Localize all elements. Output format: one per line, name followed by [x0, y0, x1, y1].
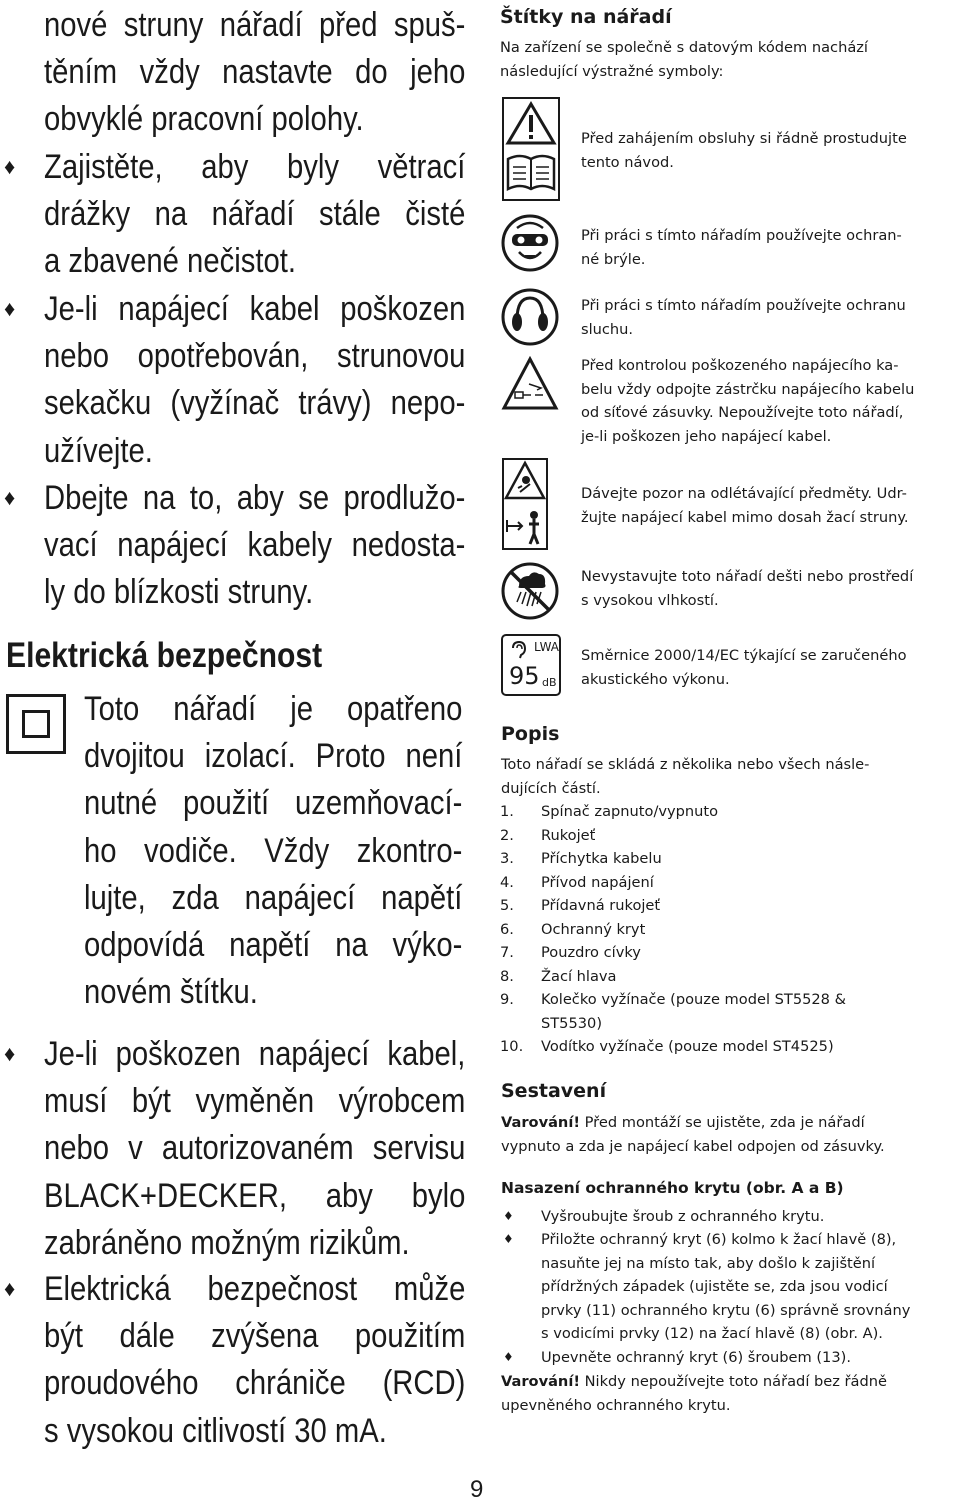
bullet-item	[44, 286, 534, 475]
text-line: Dbejte na to, aby se prodlužo-	[44, 479, 466, 517]
item-text: Spínač zapnuto/vypnuto	[541, 803, 719, 820]
text-line: akustického výkonu.	[581, 670, 730, 688]
insulation-paragraph	[84, 686, 524, 1016]
text-line: žujte napájecí kabel mimo dosah žací struny.	[581, 508, 909, 526]
text-line: s vysokou vlhkostí.	[581, 591, 719, 609]
text-line: ly do blízkosti struny.	[44, 573, 314, 612]
bullet-icon: ♦	[4, 1276, 16, 1301]
text-line: drážky na nářadí stále čisté	[44, 195, 466, 234]
text-line: Upevněte ochranný kryt (6) šroubem (13).	[541, 1349, 851, 1366]
bullet-icon: ♦	[503, 1232, 514, 1246]
guard-bullet	[501, 1205, 824, 1229]
item-text: ST5530)	[541, 1014, 603, 1032]
bullet-icon: ♦	[503, 1350, 514, 1364]
bullet-icon: ♦	[503, 1209, 514, 1223]
text-line: obvyklé pracovní polohy.	[44, 100, 364, 139]
item-text: Přídavná rukojeť	[541, 897, 661, 914]
item-number: 9.	[500, 991, 514, 1008]
text-line: musí být vyměněn výrobcem	[44, 1082, 466, 1121]
rain-text	[581, 565, 913, 612]
no-rain-icon	[501, 562, 559, 620]
sestaveni-heading: Sestavení	[501, 1080, 607, 1102]
text-line: Zajistěte, aby byly větrací	[44, 148, 466, 186]
text-line: dvojitou izolací. Proto není	[84, 737, 463, 776]
text-line: Je-li napájecí kabel poškozen	[44, 290, 466, 328]
text-line: nebo v autorizovaném servisu	[44, 1129, 466, 1168]
bullet-item	[44, 475, 534, 617]
item-number: 7.	[500, 944, 514, 961]
text-line: né brýle.	[581, 250, 646, 268]
bullet-item	[44, 144, 534, 286]
text-line: novém štítku.	[84, 973, 258, 1012]
bullet-item	[44, 1266, 534, 1455]
text-line: vací napájecí kabely nedosta-	[44, 526, 466, 565]
goggles-text	[581, 224, 902, 271]
guard-bullet	[501, 1228, 910, 1346]
item-text: Žací hlava	[541, 967, 617, 985]
text-line: a zbavené nečistot.	[44, 242, 296, 281]
text-line: Směrnice 2000/14/EC týkající se zaručeného	[581, 647, 907, 664]
warning-1	[501, 1111, 885, 1158]
intro-paragraph	[44, 2, 534, 144]
text-line: ho vodiče. Vždy zkontro-	[84, 831, 463, 870]
item-text: Pouzdro cívky	[541, 944, 641, 961]
noise-level-icon	[501, 634, 561, 696]
noise-label: LWA	[534, 640, 560, 654]
bullet-icon: ♦	[4, 154, 16, 179]
text-line: Přiložte ochranný kryt (6) kolmo k žací hlavě (8),	[541, 1231, 897, 1248]
guard-heading: Nasazení ochranného krytu (obr. A a B)	[501, 1179, 844, 1197]
text-line: sekačku (vyžínač trávy) nepo-	[44, 384, 466, 423]
text-line: Při práci s tímto nářadím používejte ochran-	[581, 227, 902, 244]
text-line: dujících částí.	[501, 779, 601, 797]
unplug-warning-icon	[501, 356, 559, 412]
item-text: Kolečko vyžínače (pouze model ST5528 &	[541, 991, 846, 1008]
unplug-text	[581, 354, 914, 448]
text-line: přídržných západek (ujistěte se, zda jsou vodicí	[541, 1278, 888, 1295]
text-line: vypnuto a zda je napájecí kabel odpojen od zásuvky.	[501, 1137, 885, 1155]
text-line: Vyšroubujte šroub z ochranného krytu.	[541, 1208, 825, 1225]
manual-text	[581, 127, 907, 174]
text-line: následující výstražné symboly:	[500, 62, 724, 80]
item-text: Příchytka kabelu	[541, 850, 662, 867]
item-text: Přívod napájení	[541, 873, 654, 891]
text-line: upevněného ochranného krytu.	[501, 1396, 731, 1414]
debris-text	[581, 482, 909, 529]
text-line: Toto nářadí je opatřeno	[84, 690, 463, 728]
bullet-icon: ♦	[4, 296, 16, 321]
text-line: od síťové zásuvky. Nepoužívejte toto nářadí,	[581, 404, 904, 421]
item-text: Ochranný kryt	[541, 920, 646, 938]
item-number: 4.	[500, 873, 514, 891]
item-text: Vodítko vyžínače (pouze model ST4525)	[541, 1038, 834, 1055]
text-line: Elektrická bezpečnost může	[44, 1270, 466, 1308]
text-line: Toto nářadí se skládá z několika nebo všech násle-	[501, 756, 870, 773]
item-number: 10.	[500, 1038, 524, 1055]
warning-text: Nikdy nepoužívejte toto nářadí bez řádně	[579, 1373, 887, 1390]
warning-label: Varování!	[501, 1373, 580, 1390]
text-line: Dávejte pozor na odlétávající předměty. Udr-	[581, 485, 907, 502]
text-line: s vysokou citlivostí 30 mA.	[44, 1411, 387, 1450]
text-line: prvky (11) ochranného krytu (6) správně srovnány	[541, 1301, 911, 1319]
ear-protection-icon	[501, 288, 559, 346]
text-line: těním vždy nastavte do jeho	[44, 53, 466, 92]
bullet-item	[44, 1031, 534, 1267]
noise-text	[581, 644, 907, 691]
noise-unit: dB	[542, 676, 557, 689]
labels-intro	[500, 36, 868, 83]
read-manual-icon	[502, 97, 560, 201]
text-line: tento návod.	[581, 153, 674, 171]
text-line: odpovídá napětí na výko-	[84, 926, 463, 965]
warning-2	[501, 1370, 887, 1417]
text-line: zabráněno možným rizikům.	[44, 1223, 410, 1262]
item-number: 5.	[500, 897, 514, 914]
double-insulation-icon	[6, 694, 66, 754]
popis-intro	[501, 753, 869, 800]
ear-text	[581, 294, 906, 341]
text-line: nové struny nářadí před spuš-	[44, 6, 466, 44]
text-line: s vodicími prvky (12) na žací hlavě (8) (obr. A).	[541, 1325, 883, 1342]
bullet-icon: ♦	[4, 1041, 16, 1066]
text-line: nutné použití uzemňovací-	[84, 784, 463, 823]
text-line: lujte, zda napájecí napětí	[84, 878, 463, 917]
item-number: 2.	[500, 826, 514, 844]
text-line: nasuňte jej na místo tak, aby došlo k zajištění	[541, 1254, 876, 1272]
item-number: 1.	[500, 803, 514, 820]
text-line: Před kontrolou poškozeného napájecího ka-	[581, 357, 899, 374]
item-number: 8.	[500, 967, 514, 985]
safety-goggles-icon	[501, 214, 559, 272]
text-line: Při práci s tímto nářadím používejte ochranu	[581, 297, 906, 314]
bullet-icon: ♦	[4, 485, 16, 510]
labels-heading: Štítky na nářadí	[500, 6, 672, 28]
noise-value: 95	[509, 662, 540, 690]
page-number: 9	[470, 1476, 484, 1503]
text-line: Je-li poškozen napájecí kabel,	[44, 1035, 466, 1073]
text-line: Na zařízení se společně s datovým kódem nachází	[500, 39, 868, 56]
guard-bullet	[501, 1346, 851, 1370]
flying-objects-icon	[502, 458, 548, 550]
text-line: nebo opotřebován, strunovou	[44, 337, 466, 376]
popis-heading: Popis	[501, 723, 560, 745]
section-heading: Elektrická bezpečnost	[6, 636, 323, 675]
text-line: BLACK+DECKER, aby bylo	[44, 1176, 466, 1215]
item-number: 3.	[500, 850, 514, 867]
text-line: proudového chrániče (RCD)	[44, 1364, 466, 1403]
text-line: užívejte.	[44, 431, 153, 470]
text-line: Nevystavujte toto nářadí dešti nebo prostředí	[581, 568, 914, 585]
text-line: je-li poškozen jeho napájecí kabel.	[581, 427, 832, 445]
item-number: 6.	[500, 920, 514, 938]
text-line: být dále zvýšena použitím	[44, 1317, 466, 1356]
warning-label: Varování!	[501, 1114, 580, 1131]
item-text: Rukojeť	[541, 826, 596, 844]
text-line: Před zahájením obsluhy si řádně prostudujte	[581, 130, 907, 147]
warning-text: Před montáží se ujistěte, zda je nářadí	[579, 1114, 865, 1131]
text-line: sluchu.	[581, 320, 634, 338]
text-line: belu vždy odpojte zástrčku napájecího kabelu	[581, 380, 915, 398]
ear-icon	[508, 640, 528, 660]
